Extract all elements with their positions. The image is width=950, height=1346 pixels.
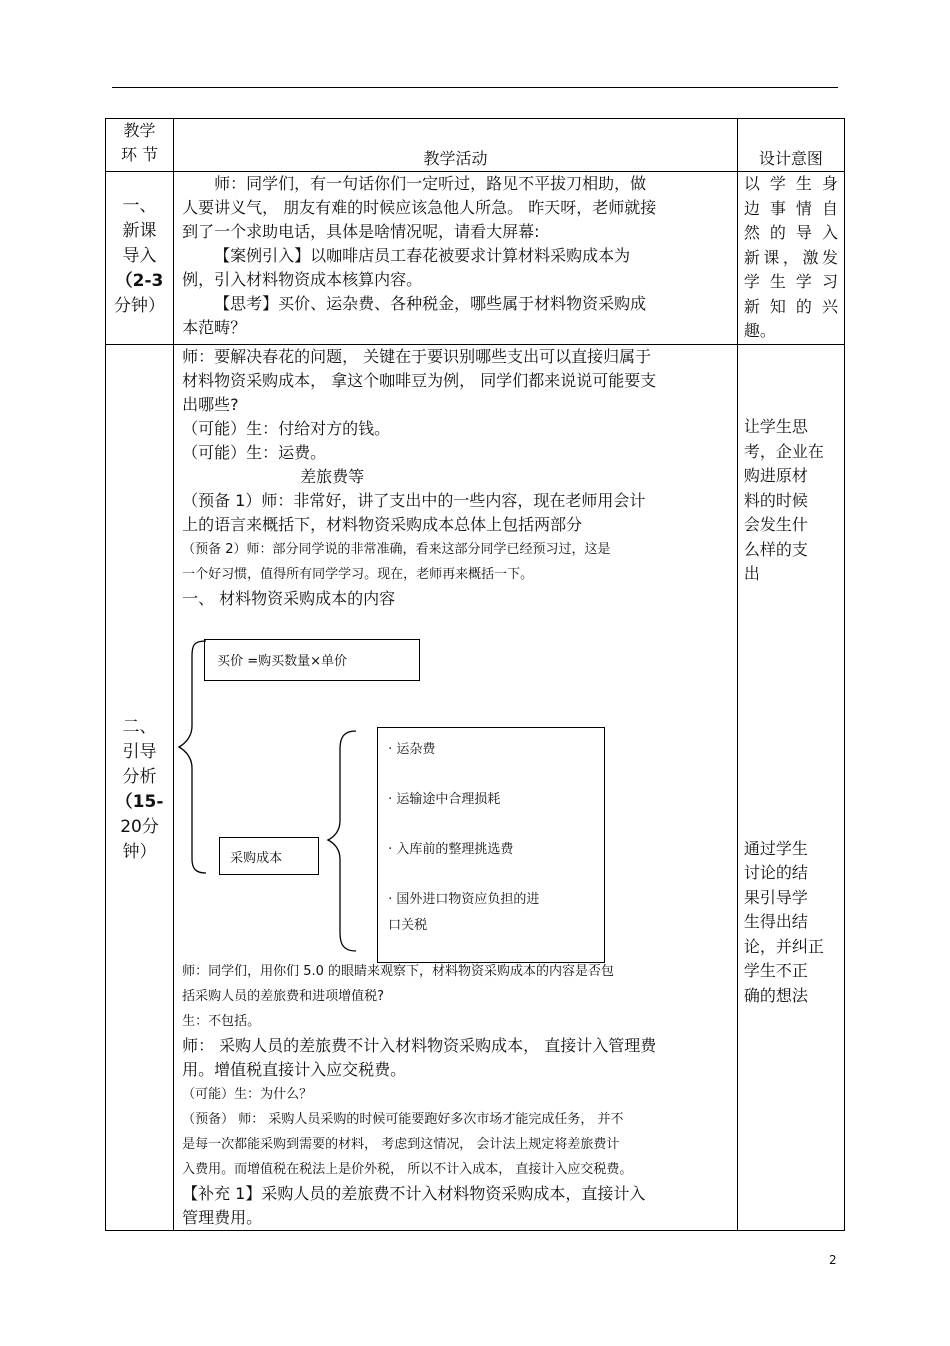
header-stage-line1: 教学 bbox=[123, 121, 156, 140]
intent-line: 论，并纠正 bbox=[743, 936, 824, 956]
para-line: 出哪些? bbox=[182, 395, 239, 414]
para-line: 括采购人员的差旅费和进项增值税? bbox=[182, 989, 384, 1004]
intent-line: 通过学生 bbox=[743, 838, 808, 858]
intent-line: 生得出结 bbox=[743, 912, 808, 931]
intent-line: 学生不正 bbox=[743, 961, 808, 980]
cost-structure-diagram bbox=[174, 611, 729, 959]
intent-line: 学生学习 bbox=[743, 272, 838, 291]
stage-line: 分析 bbox=[122, 767, 157, 787]
header-activity: 教学活动 bbox=[174, 119, 738, 172]
para-line: 人要讲义气， 朋友有难的时候应该急他人所急。 昨天呀，老师就接 bbox=[182, 198, 657, 217]
page-number: 2 bbox=[829, 1253, 837, 1267]
cost-item: 口关税 bbox=[388, 918, 428, 933]
stage-line: 钟） bbox=[122, 842, 157, 862]
para-line: （预备） 师： 采购人员采购的时候可能要跑好多次市场才能完成任务， 并不 bbox=[182, 1112, 624, 1127]
para-line: 【案例引入】以咖啡店员工春花被要求计算材料采购成本为 bbox=[214, 246, 631, 265]
table-header-row bbox=[106, 119, 845, 172]
para-line: 例，引入材料物资成本核算内容。 bbox=[182, 270, 423, 289]
intent-line: 考，企业在 bbox=[743, 441, 824, 461]
intent-line: 新课，激发 bbox=[743, 247, 838, 267]
table-row-intro bbox=[106, 172, 845, 345]
cost-item: · 入库前的整理挑选费 bbox=[388, 842, 514, 857]
para-line: 师：同学们，有一句话你们一定听过，路见不平拔刀相助，做 bbox=[214, 174, 647, 193]
intent-analysis bbox=[737, 345, 844, 1231]
intent-line: 让学生思 bbox=[743, 417, 808, 436]
para-line: 材料物资采购成本， 拿这个咖啡豆为例， 同学们都来说说可能要支 bbox=[182, 371, 657, 390]
intent-line: 以学生身 bbox=[743, 174, 838, 193]
intent-line: 么样的支 bbox=[743, 539, 808, 559]
activity-intro bbox=[174, 172, 738, 345]
stage-line: 20分 bbox=[120, 817, 159, 837]
para-line: 入费用。而增值税在税法上是价外税， 所以不计入成本， 直接计入应交税费。 bbox=[182, 1162, 633, 1177]
section-heading: 一、 材料物资采购成本的内容 bbox=[182, 589, 396, 608]
stage-line: （2-3 bbox=[115, 271, 164, 291]
lesson-plan-table bbox=[105, 118, 845, 1231]
intent-line: 然的导入 bbox=[743, 223, 838, 242]
para-line: 生：不包括。 bbox=[182, 1014, 261, 1029]
cost-item: · 国外进口物资应负担的进 bbox=[388, 892, 540, 907]
stage-line: （15- bbox=[115, 792, 164, 812]
para-line: （可能）生：付给对方的钱。 bbox=[182, 419, 391, 438]
cost-items-box bbox=[377, 727, 605, 963]
activity-analysis bbox=[174, 345, 738, 1231]
stage-line: 分钟） bbox=[114, 296, 166, 316]
para-line: 到了一个求助电话，具体是啥情况呢，请看大屏幕: bbox=[182, 222, 540, 241]
para-line: 管理费用。 bbox=[182, 1208, 263, 1227]
intent-line: 确的想法 bbox=[743, 985, 808, 1005]
para-line: 【补充 1】采购人员的差旅费不计入材料物资采购成本，直接计入 bbox=[182, 1184, 646, 1203]
cost-item: · 运杂费 bbox=[388, 742, 436, 757]
stage-line: 一、 bbox=[122, 196, 157, 216]
purchase-price-box: 买价 =购买数量×单价 bbox=[204, 639, 420, 681]
para-line: 一个好习惯，值得所有同学学习。现在，老师再来概括一下。 bbox=[182, 567, 534, 582]
para-line: （可能）生：为什么？ bbox=[182, 1087, 313, 1102]
stage-line: 新课 bbox=[122, 221, 157, 241]
intent-line: 会发生什 bbox=[743, 515, 808, 534]
para-line: 【思考】买价、运杂费、各种税金，哪些属于材料物资采购成 bbox=[214, 294, 647, 313]
intent-line: 料的时候 bbox=[743, 490, 808, 510]
para-line: 用。增值税直接计入应交税费。 bbox=[182, 1060, 407, 1079]
intent-line: 边事情自 bbox=[743, 198, 838, 218]
header-stage-line2: 环 节 bbox=[120, 145, 159, 164]
header-rule bbox=[112, 87, 838, 88]
stage-line: 导入 bbox=[122, 246, 157, 266]
cost-item: · 运输途中合理损耗 bbox=[388, 792, 501, 807]
para-line: 师：同学们，用你们 5.0 的眼睛来观察下，材料物资采购成本的内容是否包 bbox=[182, 964, 615, 979]
purchase-cost-box: 采购成本 bbox=[219, 837, 319, 875]
header-stage bbox=[106, 119, 174, 172]
para-line: 上的语言来概括下，材料物资采购成本总体上包括两部分 bbox=[182, 515, 583, 534]
para-line: （预备 1）师：非常好，讲了支出中的一些内容，现在老师用会计 bbox=[182, 491, 646, 510]
intent-intro bbox=[737, 172, 844, 345]
para-line: 是每一次都能采购到需要的材料， 考虑到这情况， 会计法上规定将差旅费计 bbox=[182, 1137, 620, 1152]
stage-line: 二、 bbox=[122, 717, 157, 737]
stage-line: 引导 bbox=[122, 742, 157, 762]
intent-line: 购进原材 bbox=[743, 466, 808, 485]
para-line: 师： 采购人员的差旅费不计入材料物资采购成本， 直接计入管理费 bbox=[182, 1036, 657, 1055]
intent-line: 趣。 bbox=[743, 321, 776, 340]
table-row-analysis bbox=[106, 345, 845, 1231]
para-line: 师：要解决春花的问题， 关键在于要识别哪些支出可以直接归属于 bbox=[182, 347, 652, 366]
intent-line: 出 bbox=[743, 564, 760, 583]
para-line: （可能）生：运费。 bbox=[182, 443, 327, 462]
intent-line: 果引导学 bbox=[743, 887, 808, 907]
stage-intro bbox=[106, 172, 174, 345]
para-line: （预备 2）师：部分同学说的非常准确，看来这部分同学已经预习过，这是 bbox=[182, 542, 611, 557]
stage-analysis bbox=[106, 345, 174, 1231]
para-line: 差旅费等 bbox=[300, 467, 365, 486]
intent-line: 讨论的结 bbox=[743, 863, 808, 882]
header-intent: 设计意图 bbox=[737, 119, 844, 172]
para-line: 本范畴？ bbox=[182, 318, 247, 337]
intent-line: 新知的兴 bbox=[743, 296, 838, 316]
